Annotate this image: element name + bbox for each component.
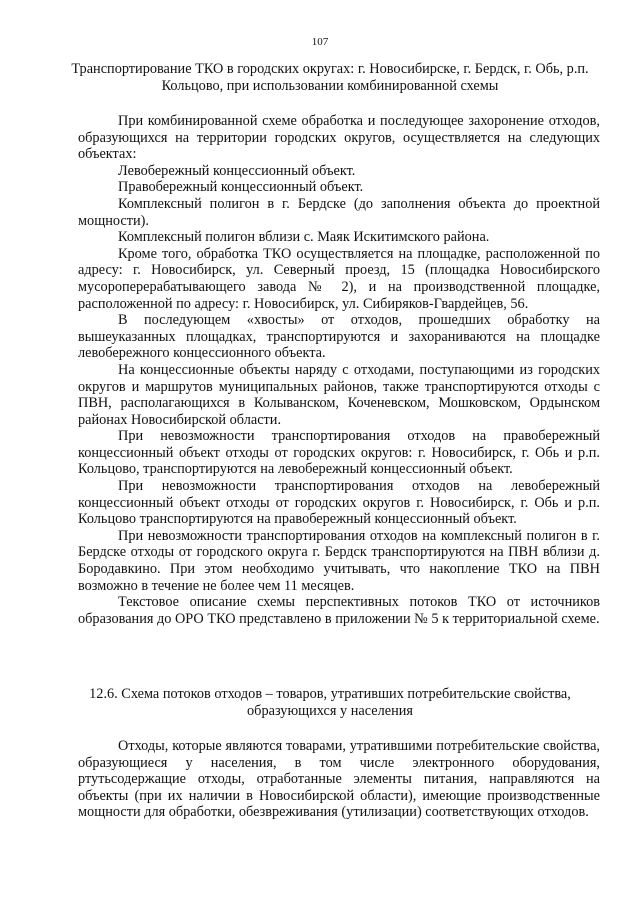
section-heading-transport: Транспортирование ТКО в городских округах: г. Новосибирске, г. Бердск, г. Обь, р.п. Кольцово, при использовании комбинированной схемы: [71, 61, 589, 94]
paragraph: На концессионные объекты наряду с отходами, поступающими из городских округов и маршрутов муниципальных районов, также транспортируются отходы с ПВН, располагающихся в Колыванском, Коченевском, Мошковском, Ордынском районах Новосибирской области.: [78, 361, 600, 428]
paragraph: Текстовое описание схемы перспективных потоков ТКО от источников образования до ОРО ТКО представлено в приложении № 5 к территориальной схеме.: [78, 594, 600, 627]
paragraph: При комбинированной схеме обработка и последующее захоронение отходов, образующихся на территории городских округов, осуществляется на следующих объектах:: [78, 113, 600, 163]
paragraph: Комплексный полигон вблизи с. Маяк Искитимского района.: [118, 229, 490, 246]
paragraph: При невозможности транспортирования отходов на правобережный концессионный объект отходы от городских округов: г. Новосибирск, г. Обь и р.п. Кольцово, транспортируются на левобережный концессионный объект.: [78, 428, 600, 478]
paragraph: В последующем «хвосты» от отходов, прошедших обработку на вышеуказанных площадках, транспортируются и захораниваются на площадке левобережного концессионного объекта.: [78, 312, 600, 362]
paragraph: Левобережный концессионный объект.: [118, 162, 356, 179]
section-body-transport: [78, 113, 600, 627]
page-number: 107: [311, 36, 329, 48]
paragraph: При невозможности транспортирования отходов на левобережный концессионный объект отходы от городских округов г. Новосибирск, г. Обь и р.п. Кольцово транспортируются на правобережный концессионный объект.: [78, 478, 600, 528]
paragraph: Комплексный полигон в г. Бердске (до заполнения объекта до проектной мощности).: [78, 195, 600, 229]
paragraph: Правобережный концессионный объект.: [118, 179, 364, 196]
paragraph: Отходы, которые являются товарами, утратившими потребительские свойства, образующиеся у населения, в том числе электронного оборудования, ртутьсодержащие отходы, отработанные элементы питания, направляются на объекты (при их наличии в Новосибирской области), имеющие производственные мощности для обработки, обезвреживания (утилизации) соответствующих отходов.: [78, 738, 600, 821]
section-heading-12-6: 12.6. Схема потоков отходов – товаров, утративших потребительские свойства, образующихся у населения: [89, 686, 571, 719]
paragraph: Кроме того, обработка ТКО осуществляется на площадке, расположенной по адресу: г. Новосибирск, ул. Северный проезд, 15 (площадка Новосибирского мусороперерабатывающего завода № 2), и на производственной площадке, расположенной по адресу: г. Новосибирск, ул. Сибиряков-Гвардейцев, 56.: [78, 245, 600, 312]
section-body-12-6: [78, 738, 600, 821]
paragraph: При невозможности транспортирования отходов на комплексный полигон в г. Бердске отходы от городского округа г. Бердск транспортируются на ПВН вблизи д. Бородавкино. При этом необходимо учитывать, что накопление ТКО на ПВН возможно в течение не более чем 11 месяцев.: [78, 527, 600, 594]
